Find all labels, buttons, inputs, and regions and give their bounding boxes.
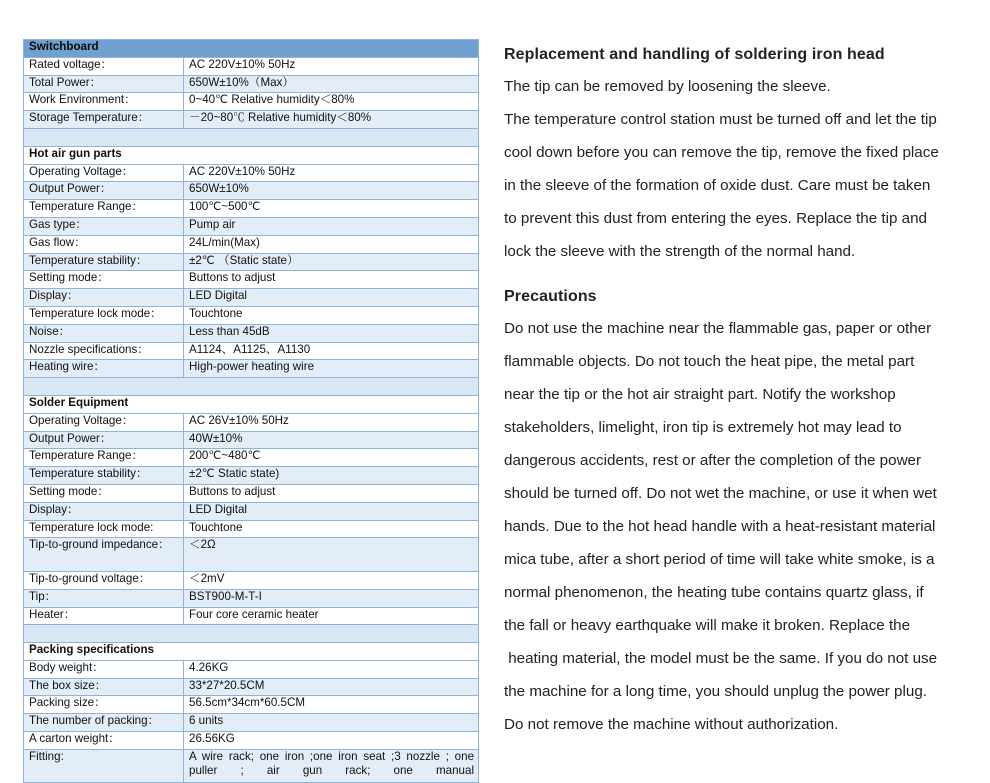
spec-label: Output Power：: [24, 431, 184, 449]
spec-row: [24, 324, 479, 342]
text-line: The temperature control station must be turned off and let the tip: [504, 111, 937, 128]
spec-row: [24, 93, 479, 111]
spec-label: Gas type：: [24, 217, 184, 235]
section-header-row: [24, 146, 479, 164]
spec-row: [24, 732, 479, 750]
replacement-title: Replacement and handling of soldering iron head: [504, 46, 885, 63]
spec-row: [24, 431, 479, 449]
spec-value: Buttons to adjust: [184, 484, 479, 502]
spec-label: Temperature lock mode：: [24, 306, 184, 324]
spec-label: Setting mode：: [24, 271, 184, 289]
spacer-row: [24, 378, 479, 396]
spec-row: [24, 271, 479, 289]
spec-value: LED Digital: [184, 289, 479, 307]
spec-row: [24, 57, 479, 75]
spec-label: The number of packing：: [24, 714, 184, 732]
spec-label: Operating Voltage：: [24, 164, 184, 182]
spec-value: AC 220V±10% 50Hz: [184, 57, 479, 75]
spec-label: Temperature stability：: [24, 253, 184, 271]
replacement-paragraph: [504, 70, 980, 268]
text-line: stakeholders, limelight, iron tip is extremely hot may lead to: [504, 419, 902, 436]
spacer-cell: [24, 128, 479, 146]
section-header: Hot air gun parts: [24, 146, 479, 164]
text-line: Do not use the machine near the flammable gas, paper or other: [504, 320, 932, 337]
spec-row: [24, 502, 479, 520]
spec-label: Temperature stability：: [24, 467, 184, 485]
spec-value: ±2℃ Static state): [184, 467, 479, 485]
spec-row: [24, 484, 479, 502]
spec-row: [24, 749, 479, 783]
text-line: lock the sleeve with the strength of the normal hand.: [504, 243, 856, 260]
spec-row: [24, 235, 479, 253]
spec-value: 33*27*20.5CM: [184, 678, 479, 696]
spec-row: [24, 589, 479, 607]
spec-label: Temperature lock mode:: [24, 520, 184, 538]
section-header: Switchboard: [24, 40, 479, 58]
spec-row: [24, 696, 479, 714]
spec-label: Rated voltage：: [24, 57, 184, 75]
section-header-row: [24, 40, 479, 58]
spec-value: LED Digital: [184, 502, 479, 520]
spec-label: Body weight：: [24, 660, 184, 678]
spec-value: －20~80℃ Relative humidity＜80%: [184, 111, 479, 129]
section-header: Solder Equipment: [24, 395, 479, 413]
spec-label: Setting mode：: [24, 484, 184, 502]
text-line: dangerous accidents, rest or after the completion of the power: [504, 452, 922, 469]
spacer-cell: [24, 378, 479, 396]
spec-label: Total Power：: [24, 75, 184, 93]
text-line: Do not remove the machine without authorization.: [504, 716, 839, 733]
spec-value: AC 220V±10% 50Hz: [184, 164, 479, 182]
spec-label: Noise：: [24, 324, 184, 342]
spec-label: Fitting:: [24, 749, 184, 783]
spacer-cell: [24, 625, 479, 643]
spec-value: 100℃~500℃: [184, 200, 479, 218]
spec-value: High-power heating wire: [184, 360, 479, 378]
spec-label: Display：: [24, 502, 184, 520]
text-line: The tip can be removed by loosening the sleeve.: [504, 78, 831, 95]
spec-value: BST900-M-T-I: [184, 589, 479, 607]
spec-value: 0~40℃ Relative humidity＜80%: [184, 93, 479, 111]
spec-label: Heater：: [24, 607, 184, 625]
spec-label: Heating wire：: [24, 360, 184, 378]
spec-label: A carton weight：: [24, 732, 184, 750]
spacer-row: [24, 128, 479, 146]
text-line: mica tube, after a short period of time will take white smoke, is a: [504, 551, 935, 568]
spec-value: A1124、A1125、A1130: [184, 342, 479, 360]
spec-row: [24, 182, 479, 200]
text-line: to prevent this dust from entering the eyes. Replace the tip and: [504, 210, 927, 227]
spec-label: Temperature Range：: [24, 200, 184, 218]
spec-label: Tip-to-ground impedance：: [24, 538, 184, 572]
spec-value: ±2℃ （Static state）: [184, 253, 479, 271]
spec-value: ＜2Ω: [184, 538, 479, 572]
text-line: should be turned off. Do not wet the machine, or use it when wet: [504, 485, 937, 502]
spec-value: 650W±10%（Max）: [184, 75, 479, 93]
text-line: hands. Due to the hot head handle with a heat-resistant material: [504, 518, 936, 535]
spec-value: 40W±10%: [184, 431, 479, 449]
section-header-row: [24, 643, 479, 661]
spec-value: 650W±10%: [184, 182, 479, 200]
spec-row: [24, 75, 479, 93]
spec-row: [24, 360, 479, 378]
spec-table: [23, 39, 479, 783]
text-line: the fall or heavy earthquake will make it broken. Replace the: [504, 617, 911, 634]
text-line: normal phenomenon, the heating tube contains quartz glass, if: [504, 584, 924, 601]
spec-value: 26.56KG: [184, 732, 479, 750]
spec-value: ＜2mV: [184, 571, 479, 589]
spec-label: Work Environment：: [24, 93, 184, 111]
text-line: flammable objects. Do not touch the heat pipe, the metal part: [504, 353, 915, 370]
spec-row: [24, 200, 479, 218]
spec-label: Operating Voltage：: [24, 413, 184, 431]
spec-label: Tip-to-ground voltage：: [24, 571, 184, 589]
text-line: near the tip or the hot air straight part. Notify the workshop: [504, 386, 896, 403]
spacer-row: [24, 625, 479, 643]
section-header-row: [24, 395, 479, 413]
spec-row: [24, 253, 479, 271]
spec-row: [24, 607, 479, 625]
spec-value: Pump air: [184, 217, 479, 235]
spec-value: Touchtone: [184, 520, 479, 538]
instructions-column: [504, 40, 980, 741]
text-line: the machine for a long time, you should unplug the power plug.: [504, 683, 927, 700]
spec-value: 24L/min(Max): [184, 235, 479, 253]
spec-row: [24, 538, 479, 572]
text-line: cool down before you can remove the tip, remove the fixed place: [504, 144, 939, 161]
spec-value: 6 units: [184, 714, 479, 732]
spec-table-body: [24, 40, 479, 783]
spec-row: [24, 520, 479, 538]
text-line: heating material, the model must be the same. If you do not use: [504, 650, 938, 667]
spec-value: 4.26KG: [184, 660, 479, 678]
spec-value: 200℃~480℃: [184, 449, 479, 467]
spec-row: [24, 164, 479, 182]
spec-label: Output Power：: [24, 182, 184, 200]
spec-row: [24, 306, 479, 324]
spec-row: [24, 111, 479, 129]
spec-value: Less than 45dB: [184, 324, 479, 342]
spec-label: Storage Temperature：: [24, 111, 184, 129]
spec-row: [24, 467, 479, 485]
spec-row: [24, 678, 479, 696]
spec-value: AC 26V±10% 50Hz: [184, 413, 479, 431]
spec-row: [24, 571, 479, 589]
spec-row: [24, 289, 479, 307]
spec-label: Display：: [24, 289, 184, 307]
spec-value: Four core ceramic heater: [184, 607, 479, 625]
spec-value: Touchtone: [184, 306, 479, 324]
spec-row: [24, 217, 479, 235]
spec-row: [24, 413, 479, 431]
spec-row: [24, 660, 479, 678]
spec-label: Gas flow：: [24, 235, 184, 253]
spec-row: [24, 342, 479, 360]
precautions-paragraph: [504, 312, 980, 741]
spec-label: Temperature Range：: [24, 449, 184, 467]
spec-value: Buttons to adjust: [184, 271, 479, 289]
spec-row: [24, 714, 479, 732]
spec-label: The box size：: [24, 678, 184, 696]
spec-label: Packing size：: [24, 696, 184, 714]
spec-row: [24, 449, 479, 467]
spec-label: Tip：: [24, 589, 184, 607]
spec-value: A wire rack; one iron ;one iron seat ;3 nozzle ; one puller ; air gun rack; one manual: [184, 749, 479, 783]
section-header: Packing specifications: [24, 643, 479, 661]
spec-value: 56.5cm*34cm*60.5CM: [184, 696, 479, 714]
text-line: in the sleeve of the formation of oxide dust. Care must be taken: [504, 177, 931, 194]
spec-label: Nozzle specifications：: [24, 342, 184, 360]
precautions-title: Precautions: [504, 288, 597, 305]
